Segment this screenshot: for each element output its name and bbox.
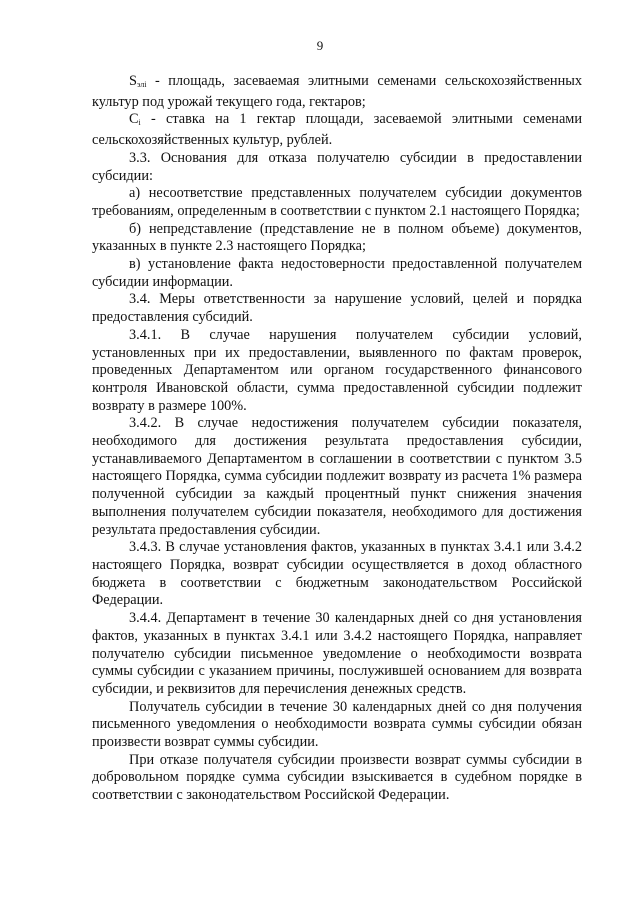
paragraph-3-4: 3.4. Меры ответственности за нарушение условий, целей и порядка предоставления субсидий. xyxy=(92,291,582,326)
document-body xyxy=(92,73,582,805)
variable-symbol: $S_{элi}$ xyxy=(129,73,147,89)
definition-text: - площадь, засеваемая элитными семенами сельскохозяйственных культур под урожай текущего года, гектаров; xyxy=(92,73,582,110)
paragraph-return-obligation: Получатель субсидии в течение 30 календарных дней со дня получения письменного уведомления о необходимости возврата суммы субсидии обязан произвести возврат суммы субсидии. xyxy=(92,698,582,751)
paragraph-3-3-b: б) непредставление (представление не в полном объеме) документов, указанных в пункте 2.3 настоящего Порядка; xyxy=(92,220,582,255)
paragraph-3-4-2: 3.4.2. В случае недостижения получателем субсидии показателя, необходимого для достижения результата предоставления субсидии, устанавливаемого Департаментом в соглашении в соответствии с пунктом 3.5 настоящего Порядка, сумма субсидии подлежит возврату из расчета 1% размера полученной субсидии за каждый процентный пункт снижения значения выполнения получателем субсидии показателя, необходимого для достижения результата предоставления субсидии. xyxy=(92,415,582,538)
paragraph-3-3-v: в) установление факта недостоверности предоставленной получателем субсидии информации. xyxy=(92,256,582,290)
variable-symbol: $C_i$ xyxy=(129,111,141,128)
paragraph-3-4-3: 3.4.3. В случае установления фактов, указанных в пунктах 3.4.1 или 3.4.2 настоящего Порядка, возврат субсидии осуществляется в доход областного бюджета в соответствии с бюджетным законодательством Российской Федерации. xyxy=(92,539,582,609)
paragraph-3-3: 3.3. Основания для отказа получателю субсидии в предоставлении субсидии: xyxy=(92,149,582,184)
definition-area-elite xyxy=(92,73,582,111)
page-number: 9 xyxy=(316,38,324,53)
paragraph-3-4-1: 3.4.1. В случае нарушения получателем субсидии условий, установленных при их предоставлении, выявленного по фактам проверок, проведенных Департаментом или органом государственного финансового контроля Ивановской области, сумма предоставленной субсидии подлежит возврату в размере 100%. xyxy=(92,326,582,414)
paragraph-refusal-enforcement: При отказе получателя субсидии произвести возврат суммы субсидии в добровольном порядке сумма субсидии взыскивается в судебном порядке в соответствии с законодательством Российской Федерации. xyxy=(92,751,582,804)
paragraph-3-4-4: 3.4.4. Департамент в течение 30 календарных дней со дня установления фактов, указанных в пунктах 3.4.1 или 3.4.2 настоящего Порядка, направляет получателю субсидии письменное уведомление о необходимости возврата суммы субсидии с указанием причины, послужившей основанием для возврата субсидии, и реквизитов для перечисления денежных средств. xyxy=(92,610,582,697)
definition-text: - ставка на 1 гектар площади, засеваемой элитными семенами сельскохозяйственных культур, рублей. xyxy=(92,111,582,149)
paragraph-3-3-a: а) несоответствие представленных получателем субсидии документов требованиям, определенным в соответствии с пунктом 2.1 настоящего Порядка; xyxy=(92,185,582,219)
definition-rate xyxy=(92,111,582,149)
